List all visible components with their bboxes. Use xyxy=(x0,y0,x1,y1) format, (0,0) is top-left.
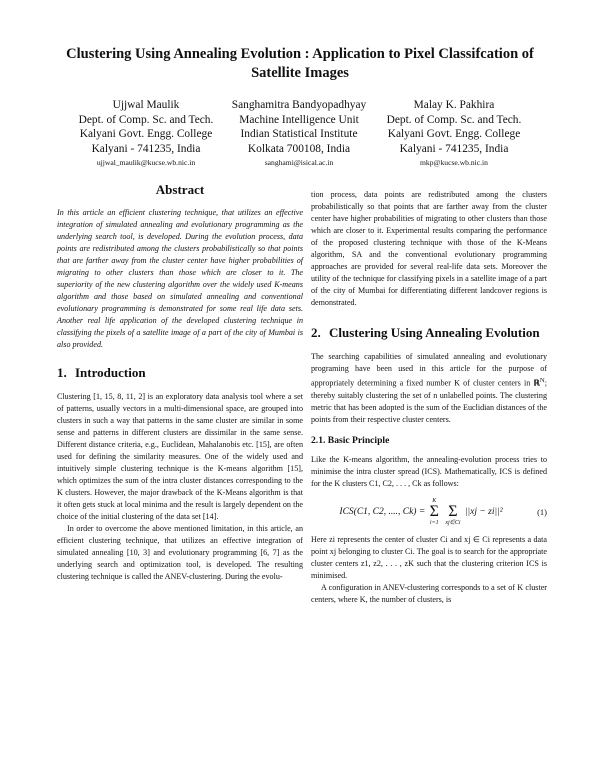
intro-paragraph-2-continued: tion process, data points are redistributed among the clusters probabilistically so that points that are farther away from the cluster center have higher probabilities of migrating to other clusters than those which are closer to it. Experimental results comparing the performance of the proposed clustering technique with those of the K-Means algorithm, SA and the conventional evolutionary programming approaches are provided for several real-life data sets. Moreover the utility of the technique for classifying pixels in a satellite image of a part of the city of Mumbai for differentiating different landcover regions is demonstrated. xyxy=(311,190,547,307)
author-name: Ujjwal Maulik xyxy=(112,99,180,111)
section-2-paragraph xyxy=(311,351,547,426)
author-address: Kalyani - 741235, India xyxy=(91,142,201,155)
equation-body xyxy=(311,498,531,526)
summation-outer xyxy=(430,498,439,526)
sigma-symbol: Σ xyxy=(448,502,458,520)
author-affiliation: Kalyani Govt. Engg. College xyxy=(79,128,213,140)
equation-number: (1) xyxy=(537,506,547,517)
left-column xyxy=(57,182,303,583)
equation-explanation: Here zi represents the center of cluster Ci and xj ∈ Ci represents a data point xj belonging to cluster Ci. The goal is to search for the appropriate cluster centers z1, z2, . . . , zK such that the clustering criterion ICS is minimised. xyxy=(311,534,547,580)
section-2-heading xyxy=(311,324,547,341)
subsection-2-1-heading xyxy=(311,435,547,447)
section-1-heading xyxy=(57,364,303,381)
author-2 xyxy=(209,98,389,170)
abstract-text: In this article an efficient clustering technique, that utilizes an effective integration of simulated annealing and evolutionary programming as the underlying search tool, is developed. During the evolution process, data points are redistributed among the clusters probabilistically so that points that are farther away from the cluster center have higher probabilities of migrating to other clusters than those which are closer to it. The superiority of the new clustering algorithm over the widely used K-means algorithm and those based on simulated annealing and conventional evolutionary programming is demonstrated for some real life data sets. Another real life application of the developed clustering technique in classifying the pixels of a satellite image of a part of the city of Mumbai is also provided. xyxy=(57,208,303,349)
author-name: Sanghamitra Bandyopadhyay xyxy=(231,99,367,111)
right-column xyxy=(311,189,547,606)
summation-inner xyxy=(445,498,460,526)
subsection-title: Basic Principle xyxy=(327,434,390,446)
subsection-number: 2.1. xyxy=(311,434,326,446)
author-name: Malay K. Pakhira xyxy=(413,99,495,111)
text-run: ; thereby suitably clustering the set of n unlabelled points. The clustering metric that has been adopted is the sum of the Euclidian distances of the points from their respective cluster centers. xyxy=(311,378,547,424)
author-address: Kolkata 700108, India xyxy=(247,142,351,155)
math-superscript: N xyxy=(539,377,545,384)
author-affiliation: Indian Statistical Institute xyxy=(240,128,358,140)
author-address: Kalyani - 741235, India xyxy=(399,142,509,155)
author-affiliation: Machine Intelligence Unit xyxy=(239,113,359,126)
author-affiliation: Kalyani Govt. Engg. College xyxy=(387,128,521,140)
author-affiliation: Dept. of Comp. Sc. and Tech. xyxy=(78,113,214,126)
configuration-paragraph: A configuration in ANEV-clustering corresponds to a set of K cluster centers, where K, the number of clusters, is xyxy=(311,582,547,604)
section-title: Introduction xyxy=(75,365,146,380)
abstract-heading: Abstract xyxy=(155,182,205,197)
author-email: sanghami@isical.ac.in xyxy=(264,158,334,167)
author-3 xyxy=(364,98,544,170)
math-space-symbol: ℝ xyxy=(533,378,540,388)
sum-lower-limit: xj∈Ci xyxy=(445,519,461,526)
section-title: Clustering Using Annealing Evolution xyxy=(329,325,540,340)
intro-paragraph-1: Clustering [1, 15, 8, 11, 2] is an exploratory data analysis tool where a set of patterns, usually vectors in a multi-dimensional space, are grouped into clusters in such a way that patterns in the same cluster are similar in some sense and patterns in different clusters are dissimilar in the same sense. Different distance criteria, e.g., Euclidean, Mahalanobis etc. [15], are often used for defining the similarity measures. One of the widely used and intuitively simple clustering technique is the K-means algorithm [15], which optimizes the sum of the intra cluster distances corresponding to the K clusters. However, the major drawback of the K-Means algorithm is that it often gets stuck at local minima and the result is largely dependent on the choice of the initial clustering of the data set [14]. xyxy=(57,392,303,521)
equation-1 xyxy=(311,498,547,526)
equation-lhs: ICS(C1, C2, ...., Ck) = xyxy=(339,506,426,517)
equation-rhs: ||xj − zi||² xyxy=(464,506,503,517)
section-number: 2. xyxy=(311,325,321,340)
author-email: mkp@kucse.wb.nic.in xyxy=(420,158,488,167)
intro-paragraph-2: In order to overcome the above mentioned limitation, in this article, an efficient clustering technique, that utilizes an effective integration of simulated annealing [10, 3] and evolutionary programming [6, 7] as the underlying search and optimization tool, is developed. The resulting clustering technique is called the ANEV-clustering. During the evolu- xyxy=(57,524,303,581)
paper-title: Clustering Using Annealing Evolution : Application to Pixel Classifcation of Satellite Images xyxy=(66,46,534,81)
author-affiliation: Dept. of Comp. Sc. and Tech. xyxy=(386,113,522,126)
author-email: ujjwal_maulik@kucse.wb.nic.in xyxy=(96,158,196,167)
basic-principle-paragraph: Like the K-means algorithm, the annealing-evolution process tries to minimise the intra cluster spread (ICS). Mathematically, ICS is defined for the K clusters C1, C2, . . . , Ck as follows: xyxy=(311,454,547,488)
section-number: 1. xyxy=(57,365,67,380)
text-run: The searching capabilities of simulated annealing and evolutionary programing have been used in this article for the purpose of appropriately determining a fixed number K of cluster centers in xyxy=(311,352,547,388)
sum-upper-limit: K xyxy=(432,497,437,504)
sigma-symbol: Σ xyxy=(429,502,439,520)
sum-lower-limit: i=1 xyxy=(429,519,439,526)
